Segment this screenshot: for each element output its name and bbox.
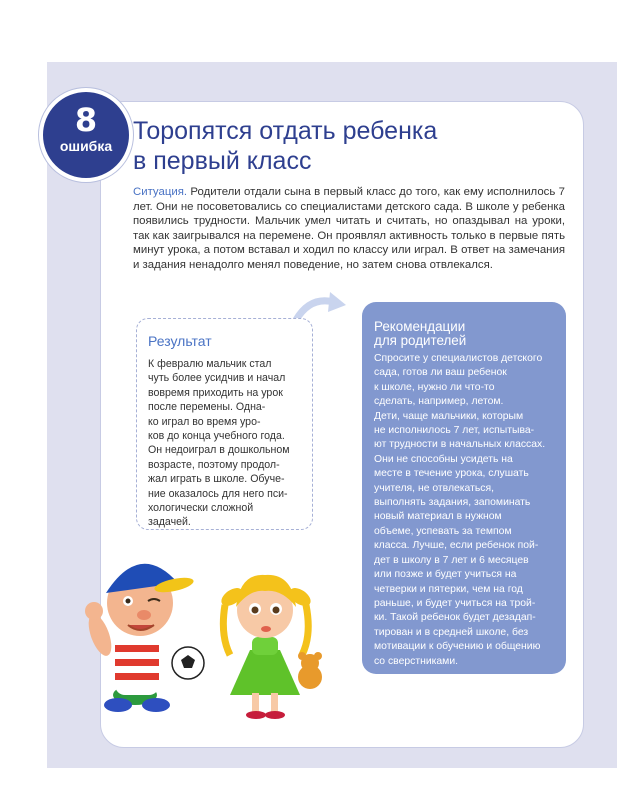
- result-line: хологически сложной: [148, 502, 254, 515]
- result-line: К февралю мальчик стал: [148, 358, 272, 370]
- rec-line: раньше, и будет учиться на трой-: [374, 597, 536, 609]
- result-text: [148, 357, 306, 530]
- rec-line: Дети, чаще мальчики, которым: [374, 410, 524, 422]
- rec-line: ки. Такой ребенок будет дезадап-: [374, 612, 536, 624]
- rec-line: новый материал в нужном: [374, 511, 502, 523]
- boy-figure: [84, 564, 204, 712]
- result-title: Результат: [148, 333, 212, 349]
- badge-number: 8: [74, 101, 98, 139]
- result-line: жал играть в школе. Обуче-: [148, 473, 285, 486]
- result-line: задачей.: [148, 516, 191, 529]
- rec-line: выполнять задания, запоминать: [374, 497, 531, 509]
- result-line: Он недоиграл в дошкольном: [148, 444, 290, 457]
- result-line: вовремя приходить на урок: [148, 386, 283, 399]
- rec-line: сада, готов ли ваш ребенок: [374, 367, 507, 379]
- rec-line: не исполнилось 7 лет, испытыва-: [374, 425, 535, 437]
- recommendations-title: [374, 320, 554, 347]
- situation-text: Родители отдали сына в первый класс до того, как ему исполнилось 7 лет. Они не посоветовались со специалистами детского сада. В школе у ребенка появились трудности. Мальчик умел читать и считать, но опаздывал на уроки, так как заигрывался на перемене. Он проявлял активность только в первые пять минут урока, а потом вставал и ходил по классу или играл. В ответ на замечания и задания ненадолго менял поведение, но затем снова отвлекался.: [133, 186, 565, 271]
- rec-line: сделать, например, летом.: [374, 396, 504, 408]
- recommendations-title-line: для родителей: [374, 332, 467, 348]
- recommendations-title-line: Рекомендации: [374, 319, 466, 334]
- rec-line: к школе, нужно ли что-то: [374, 381, 495, 393]
- mistake-number-badge: [39, 88, 133, 182]
- rec-line: тирован и в средней школе, без: [374, 626, 529, 638]
- result-line: ние оказалось для него пси-: [148, 487, 288, 500]
- badge-word: ошибка: [59, 138, 113, 154]
- result-line: после перемены. Одна-: [148, 401, 266, 414]
- situation-label: Ситуация.: [133, 186, 188, 198]
- rec-line: месте в течение урока, слушать: [374, 468, 529, 480]
- rec-line: или позже и будет учиться на: [374, 569, 517, 581]
- rec-line: учителя, не отвлекаться,: [374, 482, 494, 494]
- title-line: в первый класс: [133, 147, 312, 175]
- page-title: [133, 116, 553, 176]
- girl-figure: [218, 575, 322, 719]
- rec-line: со сверстниками.: [374, 655, 459, 667]
- children-illustration: [70, 545, 360, 725]
- rec-line: дет в школу в 7 лет и 6 месяцев: [374, 554, 529, 566]
- rec-line: класса. Лучше, если ребенок пой-: [374, 540, 539, 552]
- rec-line: Спросите у специалистов детского: [374, 353, 543, 364]
- rec-line: объеме, успевать за темпом: [374, 525, 512, 537]
- title-line: Торопятся отдать ребенка: [133, 117, 438, 145]
- result-line: чуть более усидчив и начал: [148, 372, 286, 385]
- result-line: ков до конца учебного года.: [148, 430, 285, 443]
- rec-line: четверки и пятерки, чем на год: [374, 583, 523, 595]
- rec-line: мотивации к обучению и общению: [374, 641, 541, 653]
- rec-line: Они не способны усидеть на: [374, 453, 513, 465]
- rec-line: ют трудности в начальных классах.: [374, 439, 546, 451]
- recommendations-text: [374, 352, 556, 669]
- result-line: возрасте, поэтому продол-: [148, 458, 280, 471]
- situation-paragraph: [133, 185, 565, 273]
- result-line: ко играл во время уро-: [148, 415, 261, 428]
